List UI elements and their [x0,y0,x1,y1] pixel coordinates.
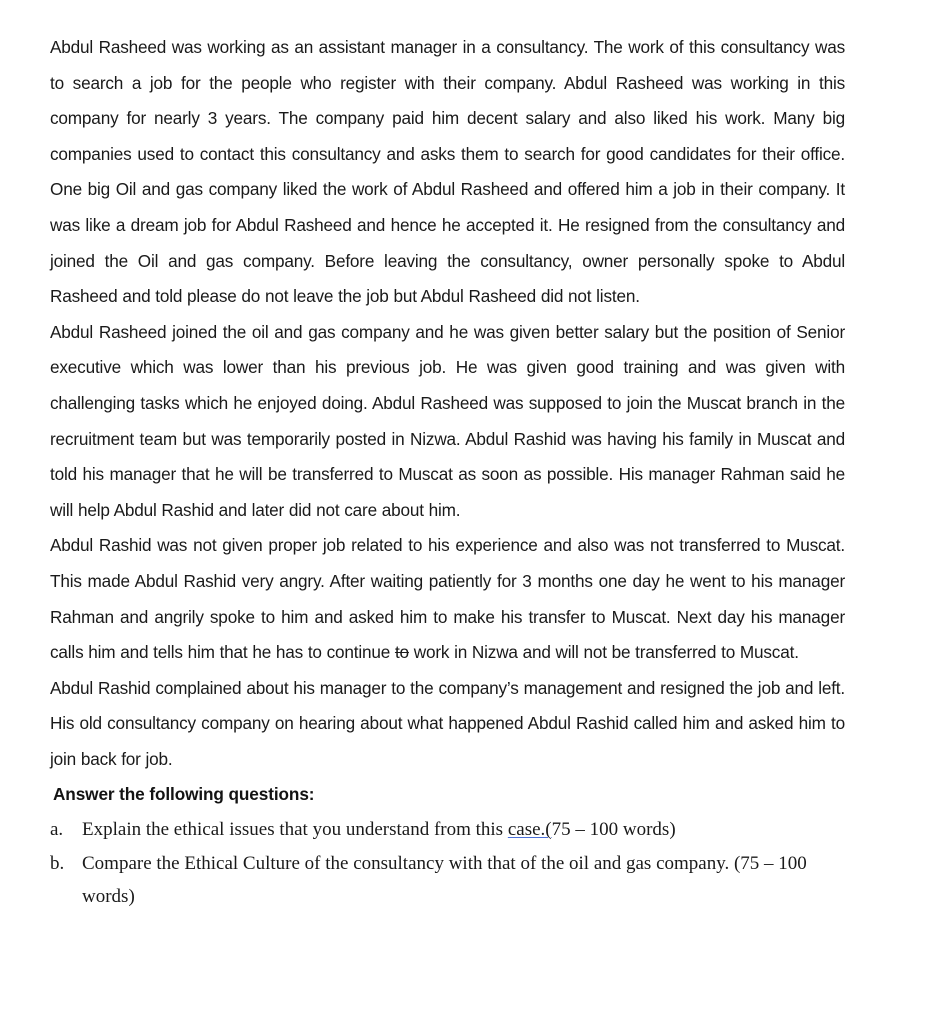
question-b-text-before-underline: Compare the Ethical Culture of the consultancy with that of the oil and gas company. (75 – 100 words) [82,852,807,908]
question-marker-a: a. [50,819,64,841]
paragraph-2-text: Abdul Rasheed joined the oil and gas company and he was given better salary but the position of Senior executive which was lower than his previous job. He was given good training and was given with challenging tasks which he enjoyed doing. Abdul Rasheed was supposed to join the Muscat branch in the recruitment team but was temporarily posted in Nizwa. Abdul Rashid was having his family in Muscat and told his manager that he will be transferred to Muscat as soon as possible. His manager Rahman said he will help Abdul Rashid and later did not care about him. [50,321,845,520]
answer-heading: Answer the following questions: [53,784,315,805]
paragraph-4 [50,671,845,778]
paragraph-3-text-before-strike: Abdul Rashid was not given proper job related to his experience and also was not transferred to Muscat. This made Abdul Rashid very angry. After waiting patiently for 3 months one day he went to his manager Rahman and angrily spoke to him and asked him to make his transfer to Muscat. Next day his manager calls him and tells him that he has to continue [50,535,845,663]
question-marker-b: b. [50,852,65,874]
questions-list [50,813,845,914]
question-a-underlined-text[interactable]: case.( [507,819,552,841]
question-item-b [50,847,845,914]
question-text-a [82,813,845,847]
question-item-a [50,813,845,847]
paragraph-4-text: Abdul Rashid complained about his manager to the company’s management and resigned the job and left. His old consultancy company on hearing about what happened Abdul Rashid called him and asked him to join back for job. [50,677,845,769]
paragraph-1-text: Abdul Rasheed was working as an assistant manager in a consultancy. The work of this consultancy was to search a job for the people who register with their company. Abdul Rasheed was working in this company for nearly 3 years. The company paid him decent salary and also liked his work. Many big companies used to contact this consultancy and asks them to search for good candidates for their office. One big Oil and gas company liked the work of Abdul Rasheed and offered him a job in their company. It was like a dream job for Abdul Rasheed and hence he accepted it. He resigned from the consultancy and joined the Oil and gas company. Before leaving the consultancy, owner personally spoke to Abdul Rasheed and told please do not leave the job but Abdul Rasheed did not listen. [50,37,845,307]
paragraph-3 [50,528,845,670]
paragraph-3-text-after-strike: work in Nizwa and will not be transferred to Muscat. [408,642,799,663]
struck-word: to [394,642,409,663]
document-body [50,30,845,914]
paragraph-2 [50,315,845,529]
question-a-text-after-underline: 75 – 100 words) [551,819,676,841]
paragraph-1 [50,30,845,315]
question-a-text-before-underline: Explain the ethical issues that you understand from this [82,819,508,841]
question-text-b [82,847,845,914]
